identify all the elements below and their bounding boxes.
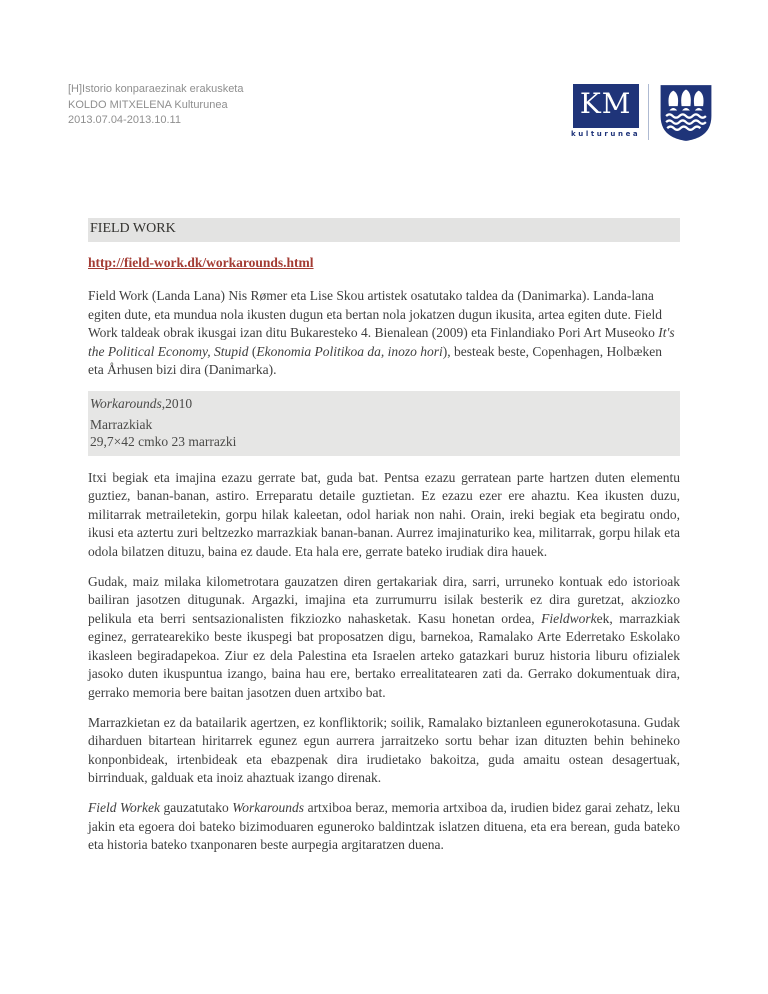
km-logo-subtext: kulturunea [571, 130, 641, 138]
venue-line: KOLDO MITXELENA Kulturunea [68, 98, 228, 111]
document-body [88, 218, 680, 866]
artwork-title-year: Workarounds,2010 [90, 396, 193, 411]
paragraph-archive: Field Workek gauzatutako Workarounds artxiboa beraz, memoria artxiboa da, irudien bidez garai zehatz, leku jakin eta egoera doi bateko bizimoduaren eguneroko baldintzak islatzen dituena, eta era berean, guda bateko eta historia bateko txanponaren beste aurpegia argitaratzen duena. [88, 800, 680, 852]
logo-divider [648, 84, 649, 140]
paragraph-drawings: Marrazkietan ez da batailarik agertzen, ez konfliktorik; soilik, Ramalako biztanleen egunerokotasuna. Gudak diharduen bitartean hiritarrek egunez egun aurrera jarraitzeko sortu behar izan dituzten behin behineko konponbideak, irtenbideak eta ebazpenak dira irudietako bakoitza, guda amaitu ostean desagertuak, birrinduak, galduak eta inoiz ahaztuak izango direnak. [88, 714, 680, 785]
km-logo-text: KM [579, 87, 632, 120]
link-line [88, 254, 680, 273]
dates-line: 2013.07.04-2013.10.11 [68, 114, 181, 126]
exhibition-meta [68, 82, 243, 129]
artwork-caption-block [88, 391, 680, 456]
page-title: FIELD WORK [88, 218, 680, 242]
gipuzkoa-shield-icon [658, 84, 714, 142]
artwork-medium: Marrazkiak [90, 416, 153, 432]
artwork-dimensions: 29,7×42 cmko 23 marrazki [90, 434, 237, 449]
km-kulturunea-logo [571, 84, 640, 138]
workarounds-link[interactable]: http://field-work.dk/workarounds.html [88, 254, 314, 270]
paragraph-imagine: Itxi begiak eta imajina ezazu gerrate bat, guda bat. Pentsa ezazu gerratean parte hartzen duten elementu guztiez, banan-banan, astiro. Erreparatu detaile guztietan. Ez ezazu ezer ere ahaztu. Kea ikusten duzu, militarrak metrailetekin, gorpu hilak kaleetan, odol hariak non nahi. Orain, ireki begiak eta begiratu ondo, ikusi eta aztertu zuri beltzezko marrazkiak banan-banan. Aurrez imajinaturiko kea, militarrak, gorpu hilak eta odola bilatzen dituzu, baina ez daude. Eta hala ere, gerrate bateko irudiak dira hauek. [88, 469, 680, 559]
paragraph-wars: Gudak, maiz milaka kilometrotara gauzatzen diren gertakariak dira, sarri, urruneko kontuak edo istorioak bailiran jasotzen ditugunak. Argazki, imajina eta zurrumurru isilak besterik ez dira guretzat, akziozko pelikula eta berri sentsazionalisten fikziozko nahasketak. Kasu honetan ordea, Fieldworkek, marrazkiak eginez, gerratearekiko beste ikuspegi bat proposatzen digu, barnekoa, Ramalako Arte Ederretako Eskolako ikasleen begiradapekoa. Ziur ez dela Palestina eta Israelen arteko gatazkari buruz historia liburu ofizialek jasoko duten ikuspuntua izango, baina hau ere, bertako errealitatearen zati da. Gerrako dokumentuak dira, gerrako memoria bere baitan jasotzen duen artxibo bat. [88, 573, 681, 700]
logo-group [571, 84, 714, 142]
km-logo-square [573, 84, 639, 128]
paragraph-intro: Field Work (Landa Lana) Nis Rømer eta Lise Skou artistek osatutako taldea da (Danimarka). Landa-lana egiten dute, eta mundua nola ikusten dugun eta bertan nola jokatzen dugun ikusita, artea egiten dute. Field Work taldeak obrak ikusgai izan ditu Bukaresteko 4. Bienalean (2009) eta Finlandiako Pori Art Museoko It's the Political Economy, Stupid (Ekonomia Politikoa da, inozo hori), besteak beste, Copenhagen, Holbæken eta Århusen bizi dira (Danimarka). [88, 288, 675, 377]
exhibition-title-line: [H]Istorio konparaezinak erakusketa [68, 83, 244, 95]
